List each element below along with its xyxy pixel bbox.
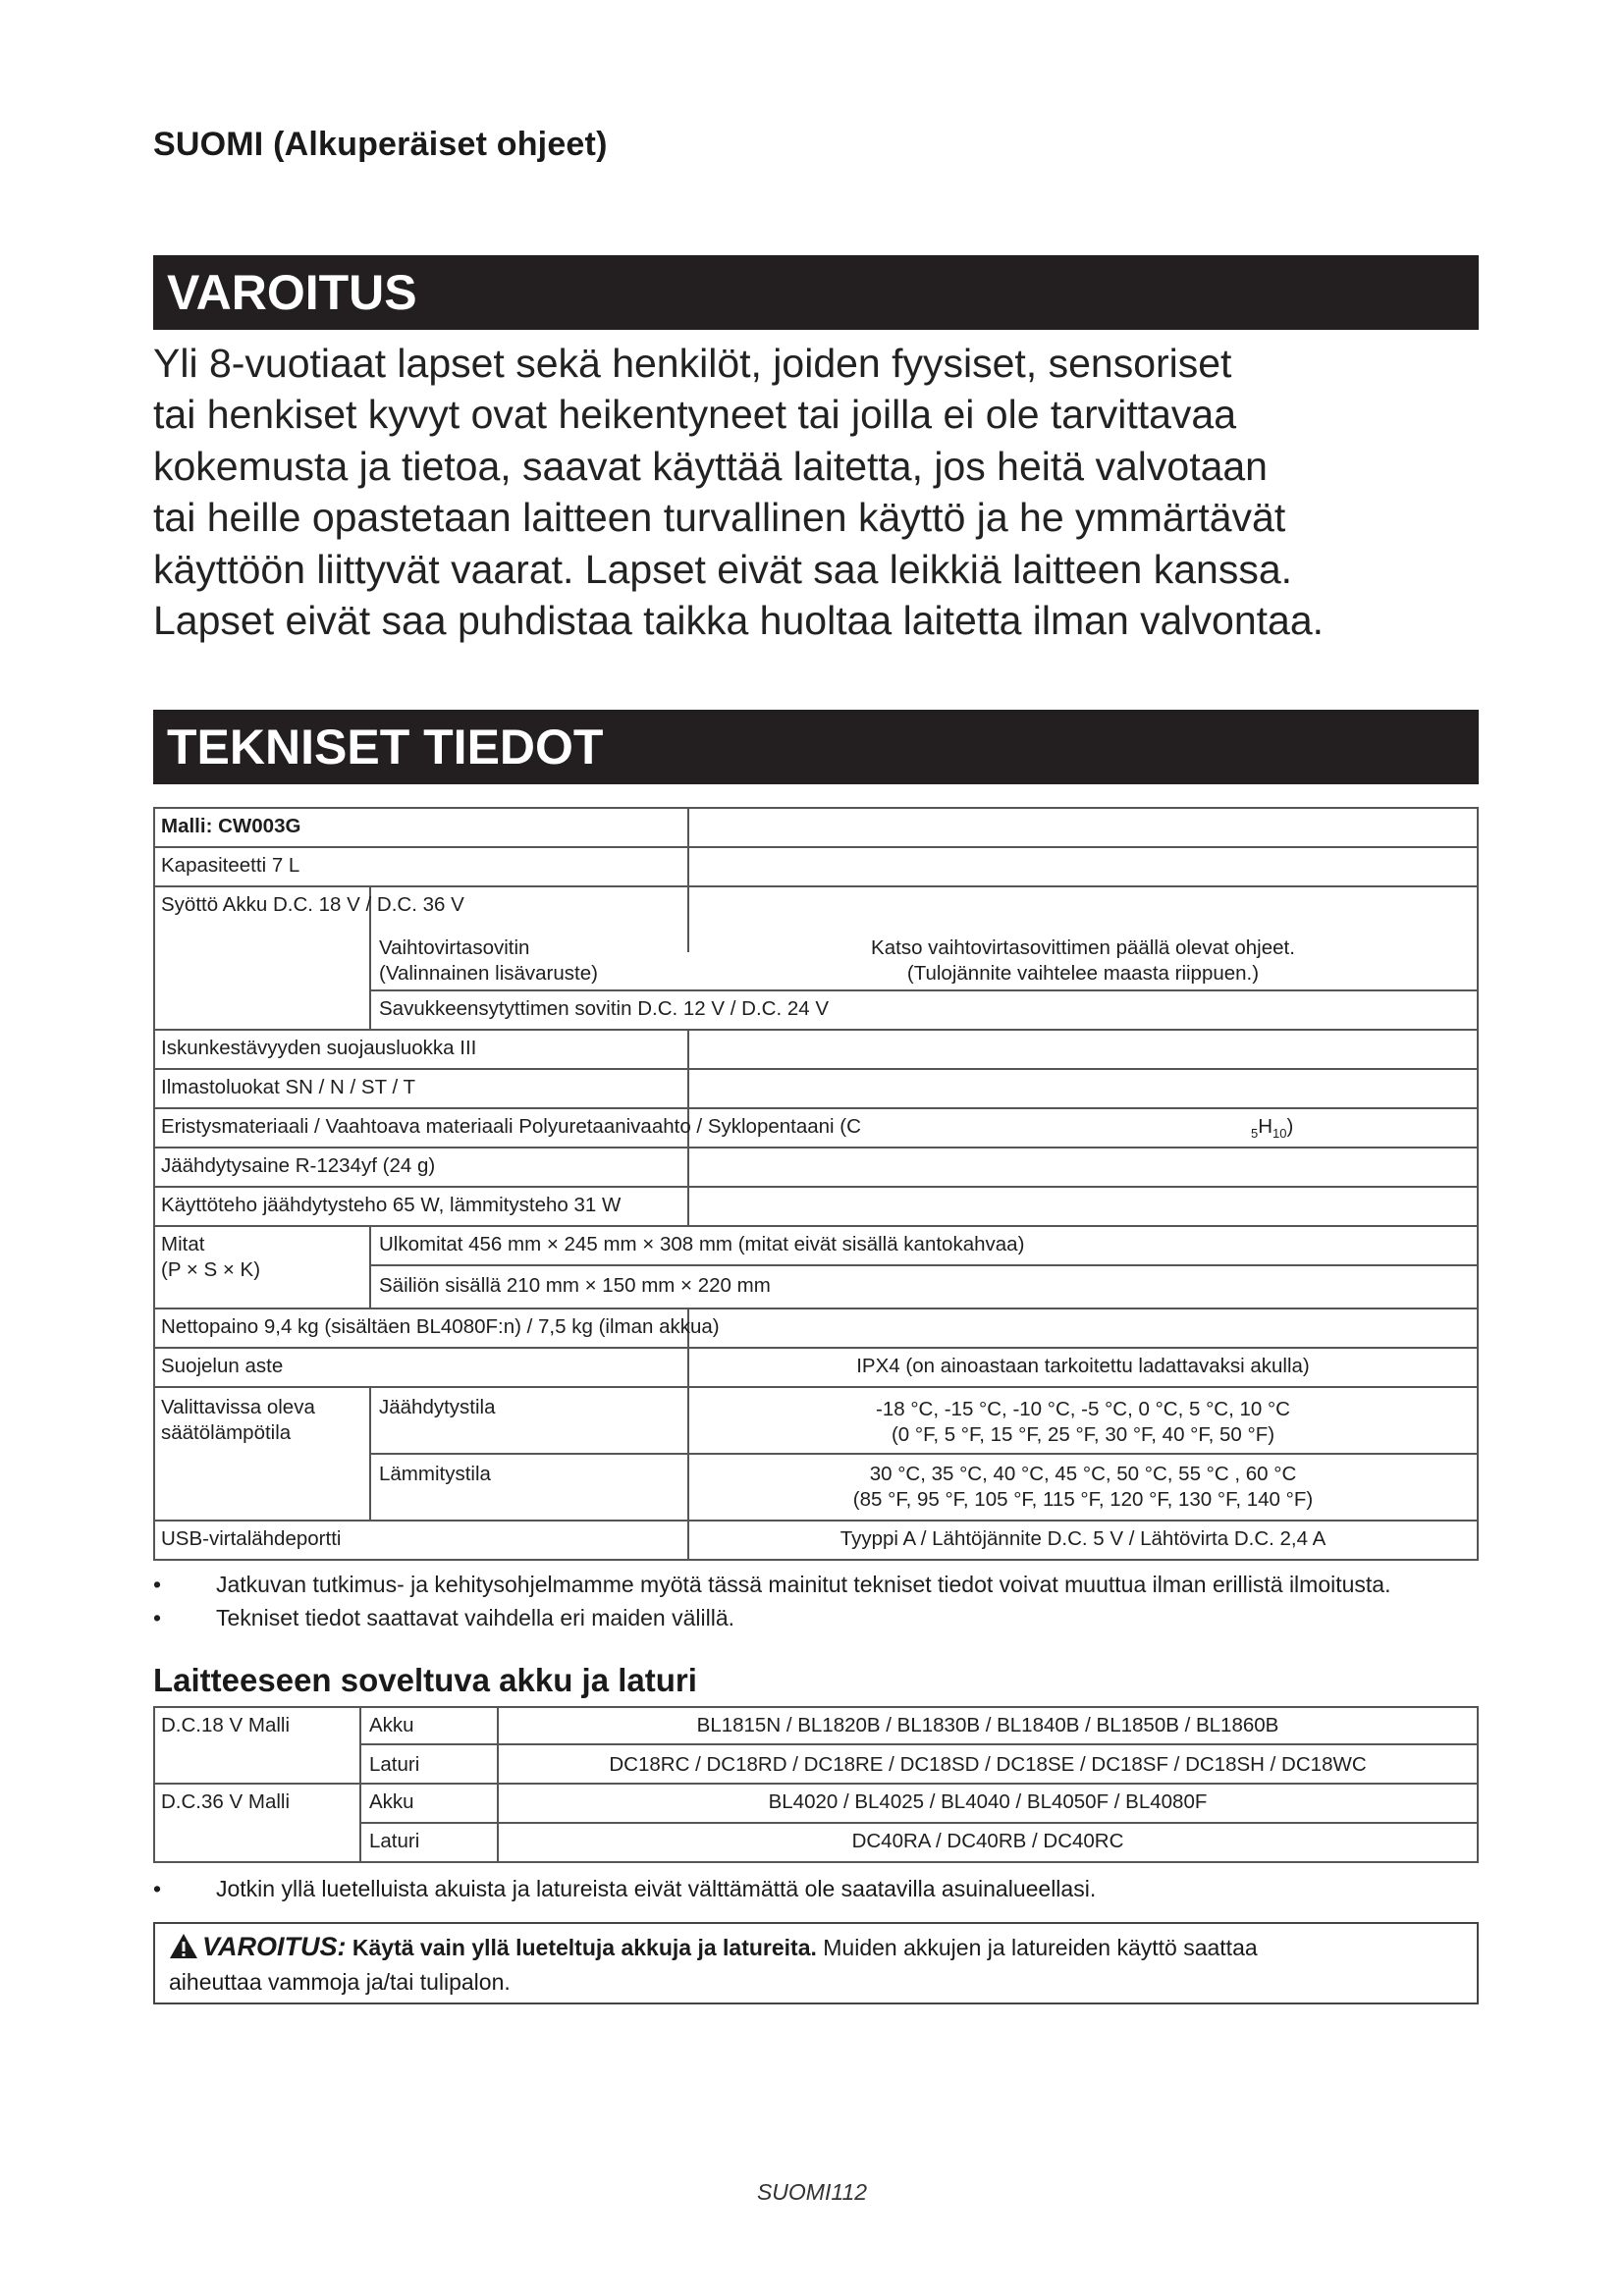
battery-table xyxy=(153,1706,1479,1863)
warning-line: Lapset eivät saa puhdistaa taikka huoltaa laitetta ilman valvontaa. xyxy=(153,598,1325,644)
insulation-formula xyxy=(1251,1115,1293,1146)
charger-list-36v: DC40RA / DC40RB / DC40RC xyxy=(851,1830,1124,1852)
warning-line: Yli 8-vuotiaat lapset sekä henkilöt, joiden fyysiset, sensoriset xyxy=(153,341,1232,386)
temperature-label-2: säätölämpötila xyxy=(161,1421,292,1444)
heating-values-f: (85 °F, 95 °F, 105 °F, 115 °F, 120 °F, 130 °F, 140 °F) xyxy=(852,1488,1314,1511)
warning-heading: VAROITUS xyxy=(153,255,1479,330)
insulation-sub2: 10 xyxy=(1272,1126,1287,1142)
specs-table xyxy=(153,807,1479,1561)
page-number: SUOMI112 xyxy=(756,2179,868,2205)
ac-adapter-label: Vaihtovirtasovitin xyxy=(379,936,530,959)
ac-adapter-value-note: (Tulojännite vaihtelee maasta riippuen.) xyxy=(906,962,1260,985)
battery-label: Akku xyxy=(369,1790,414,1813)
charger-list-18v: DC18RC / DC18RD / DC18RE / DC18SD / DC18SE / DC18SF / DC18SH / DC18WC xyxy=(609,1753,1367,1776)
net-weight: Nettopaino 9,4 kg (sisältäen BL4080F:n) / 7,5 kg (ilman akkua) xyxy=(161,1315,720,1338)
model-36v: D.C.36 V Malli xyxy=(161,1790,291,1813)
note-text: Jotkin yllä luetelluista akuista ja latureista eivät välttämättä ole saatavilla asuinalueellasi. xyxy=(216,1876,1097,1901)
warning-line: tai heille opastetaan laitteen turvallinen käyttö ja he ymmärtävät xyxy=(153,495,1286,541)
charger-label: Laturi xyxy=(369,1753,420,1776)
protection-level-value: IPX4 (on ainoastaan tarkoitettu ladattavaksi akulla) xyxy=(856,1355,1310,1377)
specs-heading: TEKNISET TIEDOT xyxy=(153,710,1479,784)
model-18v: D.C.18 V Malli xyxy=(161,1714,291,1736)
model-cell xyxy=(161,815,300,838)
usb-label: USB-virtalähdeportti xyxy=(161,1527,342,1550)
dimensions-outer: Ulkomitat 456 mm × 245 mm × 308 mm (mitat eivät sisällä kantokahvaa) xyxy=(379,1233,1025,1255)
car-adapter: Savukkeensytyttimen sovitin D.C. 12 V / D.C. 24 V xyxy=(379,997,830,1020)
dimensions-sub: (P × S × K) xyxy=(161,1258,261,1281)
capacity: Kapasiteetti 7 L xyxy=(161,854,300,877)
battery-heading: Laitteeseen soveltuva akku ja laturi xyxy=(153,1662,697,1698)
note-item xyxy=(153,1875,1489,1902)
dimensions-inner: Säiliön sisällä 210 mm × 150 mm × 220 mm xyxy=(379,1274,771,1297)
protection-class: Iskunkestävyyden suojausluokka III xyxy=(161,1037,477,1059)
dimensions-label: Mitat xyxy=(161,1233,205,1255)
warning-line: tai henkiset kyvyt ovat heikentyneet tai joilla ei ole tarvittavaa xyxy=(153,392,1237,438)
cooling-label: Jäähdytystila xyxy=(379,1396,496,1418)
warning-line: kokemusta ja tietoa, saavat käyttää laitetta, jos heitä valvotaan xyxy=(153,443,1268,489)
heating-values: 30 °C, 35 °C, 40 °C, 45 °C, 50 °C, 55 °C , 60 °C xyxy=(869,1463,1297,1485)
power-consumption: Käyttöteho jäähdytysteho 65 W, lämmitysteho 31 W xyxy=(161,1194,622,1216)
note-item xyxy=(153,1604,1489,1631)
cooling-values-f: (0 °F, 5 °F, 15 °F, 25 °F, 30 °F, 40 °F, 50 °F) xyxy=(891,1423,1275,1446)
page-language-title: SUOMI (Alkuperäiset ohjeet) xyxy=(153,126,608,163)
warning-line: käyttöön liittyvät vaarat. Lapset eivät saa leikkiä laitteen kanssa. xyxy=(153,546,1293,592)
model-label: Malli: xyxy=(161,815,213,837)
insulation-sub1: 5 xyxy=(1251,1126,1259,1142)
bullet: • xyxy=(153,1876,162,1901)
battery-list-36v: BL4020 / BL4025 / BL4040 / BL4050F / BL4080F xyxy=(768,1790,1208,1813)
caution-label: VAROITUS: xyxy=(202,1932,347,1961)
charger-label: Laturi xyxy=(369,1830,420,1852)
protection-level-label: Suojelun aste xyxy=(161,1355,284,1377)
insulation-h: H xyxy=(1258,1115,1273,1138)
availability-note xyxy=(153,1875,1489,1908)
cooling-values: -18 °C, -15 °C, -10 °C, -5 °C, 0 °C, 5 °C, 10 °C xyxy=(876,1398,1290,1420)
ac-adapter-value: Katso vaihtovirtasovittimen päällä olevat ohjeet. xyxy=(871,936,1295,959)
bullet: • xyxy=(153,1605,162,1630)
heating-label: Lämmitystila xyxy=(379,1463,491,1485)
caution-line xyxy=(169,1932,1258,1962)
climate-classes: Ilmastoluokat SN / N / ST / T xyxy=(161,1076,415,1098)
note-item xyxy=(153,1571,1489,1598)
temperature-label: Valittavissa oleva xyxy=(161,1396,315,1418)
input-power: Syöttö Akku D.C. 18 V / D.C. 36 V xyxy=(161,893,464,916)
spec-notes xyxy=(153,1571,1489,1637)
note-text: Jatkuvan tutkimus- ja kehitysohjelmamme myötä tässä mainitut tekniset tiedot voivat muuttua ilman erillistä ilmoitusta. xyxy=(216,1572,1391,1597)
caution-bold-text: Käytä vain yllä lueteltuja akkuja ja latureita. xyxy=(352,1935,817,1960)
warning-text xyxy=(153,338,1489,646)
insulation-close: ) xyxy=(1286,1115,1294,1138)
caution-box xyxy=(153,1922,1479,2004)
insulation: Eristysmateriaali / Vaahtoava materiaali Polyuretaanivaahto / Syklopentaani (C xyxy=(161,1115,861,1138)
ac-adapter-note: (Valinnainen lisävaruste) xyxy=(379,962,598,985)
refrigerant: Jäähdytysaine R-1234yf (24 g) xyxy=(161,1154,436,1177)
bullet: • xyxy=(153,1572,162,1597)
caution-text: Muiden akkujen ja latureiden käyttö saattaa xyxy=(823,1935,1258,1960)
battery-label: Akku xyxy=(369,1714,414,1736)
usb-value: Tyyppi A / Lähtöjännite D.C. 5 V / Lähtövirta D.C. 2,4 A xyxy=(839,1527,1326,1550)
model-value: CW003G xyxy=(218,815,301,837)
warning-triangle-icon xyxy=(169,1933,198,1959)
note-text: Tekniset tiedot saattavat vaihdella eri maiden välillä. xyxy=(216,1605,735,1630)
battery-list-18v: BL1815N / BL1820B / BL1830B / BL1840B / BL1850B / BL1860B xyxy=(696,1714,1279,1736)
caution-text-line2: aiheuttaa vammoja ja/tai tulipalon. xyxy=(169,1969,511,1995)
